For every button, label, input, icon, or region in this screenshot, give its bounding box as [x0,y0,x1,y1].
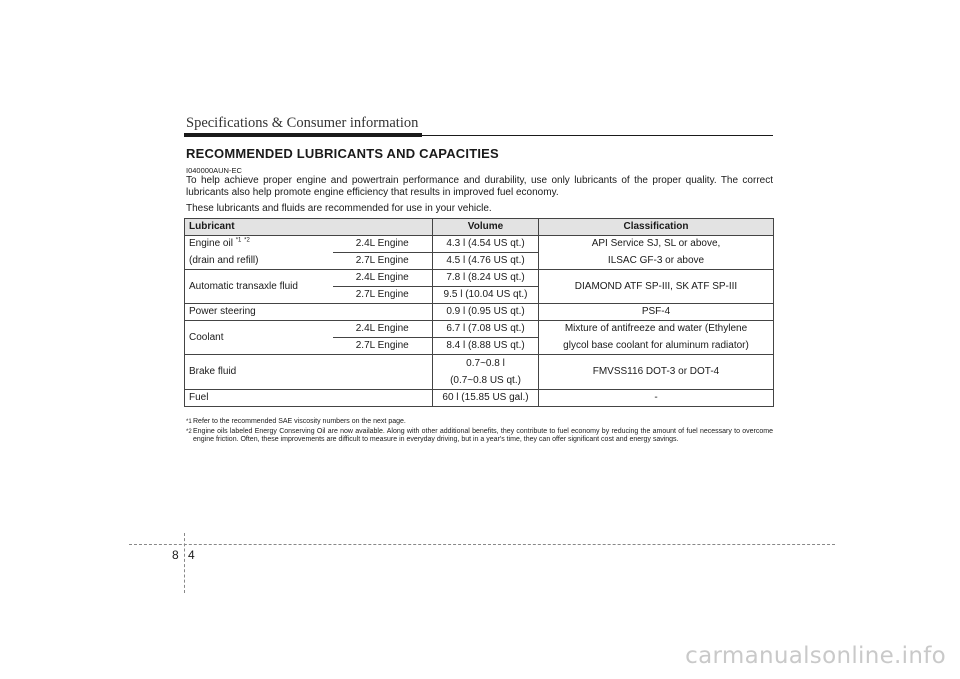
coolant-engine-2: 2.7L Engine [333,338,433,355]
page-number: 4 [188,548,195,562]
header-volume: Volume [433,219,539,236]
brake-fluid-volume-cell [433,355,539,390]
header-rule-thick [184,133,422,137]
coolant-label: Coolant [185,321,333,355]
watermark: carmanualsonline.info [685,643,946,669]
coolant-classification-1: Mixture of antifreeze and water (Ethylene [539,321,774,338]
power-steering-label: Power steering [185,304,433,321]
footer-dashed-rule [129,544,835,545]
atf-engine-1: 2.4L Engine [333,270,433,287]
engine-oil-label-cell [185,236,333,253]
page-header-title: Specifications & Consumer information [186,115,419,131]
atf-classification: DIAMOND ATF SP-III, SK ATF SP-III [539,270,774,304]
engine-oil-label: Engine oil [189,238,236,250]
atf-volume-2: 9.5 l (10.04 US qt.) [433,287,539,304]
atf-engine-2: 2.7L Engine [333,287,433,304]
fuel-volume: 60 l (15.85 US gal.) [433,390,539,407]
footnote-2 [186,428,773,445]
brake-fluid-classification: FMVSS116 DOT-3 or DOT-4 [539,355,774,390]
footer-dashed-divider [184,533,185,593]
fuel-classification: - [539,390,774,407]
brake-fluid-volume-line2: (0.7~0.8 US qt.) [450,374,521,386]
footnote-1-text: Refer to the recommended SAE viscosity numbers on the next page. [193,418,406,425]
power-steering-classification: PSF-4 [539,304,774,321]
footnote-mark-1: *1 [235,237,242,244]
footnotes [186,418,773,446]
header-classification: Classification [539,219,774,236]
atf-label: Automatic transaxle fluid [185,270,333,304]
coolant-engine-1: 2.4L Engine [333,321,433,338]
engine-oil-sublabel: (drain and refill) [185,253,333,270]
document-code: I040000AUN-EC [186,166,242,175]
footnote-2-mark: *2 [186,428,192,435]
engine-oil-engine-1: 2.4L Engine [333,236,433,253]
fuel-label: Fuel [185,390,433,407]
engine-oil-classification-2: ILSAC GF-3 or above [539,253,774,270]
chapter-number: 8 [172,548,179,562]
intro-paragraph: To help achieve proper engine and powertrain performance and durability, use only lubricants of the proper quality. The correct lubricants also help promote engine efficiency that results in improved fuel economy. [186,175,773,198]
coolant-classification-2: glycol base coolant for aluminum radiator) [539,338,774,355]
engine-oil-engine-2: 2.7L Engine [333,253,433,270]
coolant-volume-1: 6.7 l (7.08 US qt.) [433,321,539,338]
atf-volume-1: 7.8 l (8.24 US qt.) [433,270,539,287]
coolant-volume-2: 8.4 l (8.88 US qt.) [433,338,539,355]
table-row [185,321,774,338]
table-row [185,304,774,321]
intro-paragraph-2: These lubricants and fluids are recommended for use in your vehicle. [186,203,492,214]
header-lubricant: Lubricant [185,219,433,236]
lubricants-table [184,218,774,407]
power-steering-volume: 0.9 l (0.95 US qt.) [433,304,539,321]
section-title: RECOMMENDED LUBRICANTS AND CAPACITIES [186,146,499,161]
header-rule-thin [422,135,773,136]
brake-fluid-label: Brake fluid [185,355,433,390]
engine-oil-classification-1: API Service SJ, SL or above, [539,236,774,253]
table-row [185,236,774,253]
footnote-1-mark: *1 [186,419,192,425]
footnote-1 [186,418,773,427]
table-header-row [185,219,774,236]
table-row [185,270,774,287]
table-row [185,390,774,407]
footnote-mark-2: *2 [244,237,250,244]
footnote-2-text: Engine oils labeled Energy Conserving Oil are now available. Along with other additional benefits, they contribute to fuel economy by reducing the amount of fuel necessary to overcome engine friction. Often, these improvements are difficult to measure in everyday driving, but in a year's time, they can offer significant cost and energy savings. [193,427,773,443]
table-row [185,355,774,390]
engine-oil-volume-2: 4.5 l (4.76 US qt.) [433,253,539,270]
brake-fluid-volume-line1: 0.7~0.8 l [466,357,505,369]
engine-oil-volume-1: 4.3 l (4.54 US qt.) [433,236,539,253]
table-row [185,253,774,270]
